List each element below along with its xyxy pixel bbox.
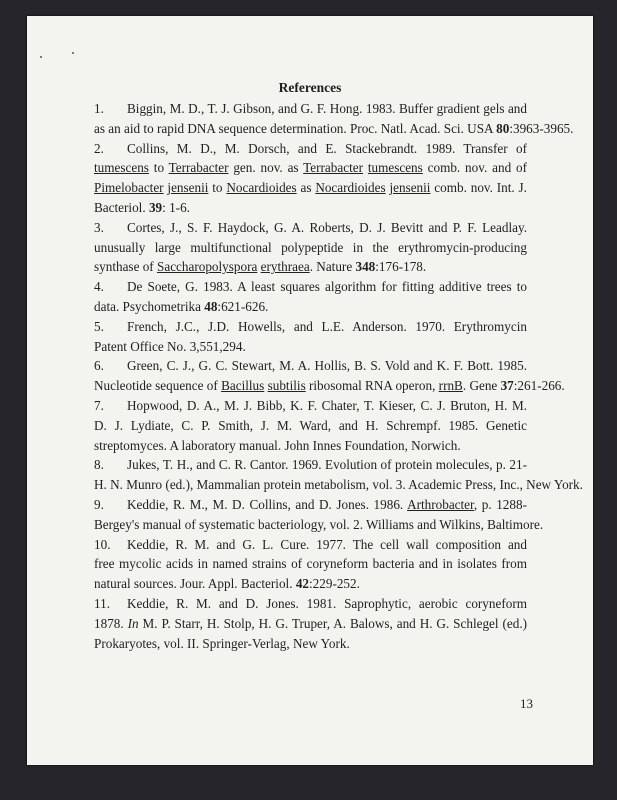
reference-text: M. P. Starr, H. Stolp, H. G. Truper, A. Balows, and H. G. Schlegel (ed.) xyxy=(142,615,527,631)
reference-number: 6. xyxy=(94,358,104,374)
reference-line xyxy=(94,238,527,258)
reference-line xyxy=(94,475,583,495)
taxon-name: Nocardioides xyxy=(226,180,297,196)
reference-line xyxy=(94,594,527,614)
reference-number: 10. xyxy=(94,536,111,552)
reference-line xyxy=(94,554,527,574)
volume-number: 80 xyxy=(496,120,510,136)
reference-text: 1878. xyxy=(94,615,128,631)
taxon-name: erythraea xyxy=(260,259,310,275)
reference-line xyxy=(94,436,527,456)
page-number: 13 xyxy=(520,696,533,711)
reference-line xyxy=(94,455,527,475)
taxon-name: tumescens xyxy=(367,160,423,176)
reference-text: natural sources. Jour. Appl. Bacteriol. xyxy=(94,576,296,592)
reference-number: 8. xyxy=(94,457,104,473)
taxon-name: Bacillus xyxy=(221,378,265,394)
taxon-name: Saccharopolyspora xyxy=(157,259,258,275)
taxon-name: Terrabacter xyxy=(303,160,363,176)
reference-line xyxy=(94,337,527,357)
reference-text: Bacteriol. xyxy=(94,199,149,215)
reference-text: . Gene xyxy=(462,378,501,394)
reference-text: Collins, M. D., M. Dorsch, and E. Stackebrandt. 1989. Transfer of xyxy=(127,140,527,156)
scan-speck xyxy=(72,52,74,54)
taxon-name: Terrabacter xyxy=(168,160,229,176)
reference-line xyxy=(94,535,527,555)
reference-text: H. N. Munro (ed.), Mammalian protein metabolism, vol. 3. Academic Press, Inc., New York. xyxy=(94,477,583,493)
reference-number: 2. xyxy=(94,140,104,156)
reference-text: . Nature xyxy=(309,259,356,275)
reference-text: Patent Office No. 3,551,294. xyxy=(94,338,246,354)
reference-number: 3. xyxy=(94,219,104,235)
taxon-name: jensenii xyxy=(167,180,209,196)
reference-line xyxy=(94,416,527,436)
reference-number: 4. xyxy=(94,279,104,295)
reference-number: 1. xyxy=(94,101,104,116)
volume-number: 348 xyxy=(355,259,376,275)
reference-line xyxy=(94,139,527,159)
reference-text: D. J. Lydiate, C. P. Smith, J. M. Ward, and H. Schrempf. 1985. Genetic xyxy=(94,417,527,433)
taxon-name: jensenii xyxy=(389,180,431,196)
reference-text: Jukes, T. H., and C. R. Cantor. 1969. Evolution of protein molecules, p. 21- xyxy=(127,457,527,473)
reference-line xyxy=(94,317,527,337)
reference-line xyxy=(94,277,527,297)
reference-text: Cortes, J., S. F. Haydock, G. A. Roberts, D. J. Bevitt and P. F. Leadlay. xyxy=(127,219,527,235)
reference-text: :229-252. xyxy=(309,576,360,592)
reference-line xyxy=(94,257,527,277)
reference-text: as xyxy=(296,180,316,196)
reference-line xyxy=(94,396,527,416)
reference-text: gen. nov. as xyxy=(228,160,304,176)
reference-text: De Soete, G. 1983. A least squares algorithm for fitting additive trees to xyxy=(127,279,527,295)
reference-text: French, J.C., J.D. Howells, and L.E. Anderson. 1970. Erythromycin xyxy=(127,318,527,334)
reference-line xyxy=(94,297,527,317)
reference-list xyxy=(94,99,583,653)
document-page xyxy=(27,16,593,765)
volume-number: 39 xyxy=(148,199,163,215)
reference-text: Bergey's manual of systematic bacteriology, vol. 2. Williams and Wilkins, Baltimore. xyxy=(94,516,544,532)
reference-line xyxy=(94,178,527,198)
reference-text: Green, C. J., G. C. Stewart, M. A. Hollis, B. S. Vold and K. F. Bott. 1985. xyxy=(127,358,527,374)
reference-text: :261-266. xyxy=(513,378,565,394)
reference-line xyxy=(94,634,527,654)
reference-text: : 1-6. xyxy=(162,199,190,215)
taxon-name: subtilis xyxy=(267,378,306,394)
reference-text: ribosomal RNA operon, xyxy=(305,378,439,394)
page-title: References xyxy=(278,80,342,95)
reference-text: :176-178. xyxy=(375,259,427,275)
reference-line xyxy=(94,198,527,218)
reference-line xyxy=(94,515,544,535)
reference-number: 11. xyxy=(94,595,110,611)
reference-text: Keddie, R. M. and D. Jones. 1981. Saprophytic, aerobic coryneform xyxy=(127,595,527,611)
reference-line xyxy=(94,356,527,376)
volume-number: 37 xyxy=(500,378,514,394)
reference-line xyxy=(94,495,527,515)
scan-speck xyxy=(40,56,42,58)
volume-number: 42 xyxy=(295,576,309,592)
reference-text: Nucleotide sequence of xyxy=(94,378,222,394)
taxon-name: Pimelobacter xyxy=(94,180,164,196)
reference-line xyxy=(94,218,527,238)
reference-text: Hopwood, D. A., M. J. Bibb, K. F. Chater, T. Kieser, C. J. Bruton, H. M. xyxy=(127,397,527,413)
reference-text: :3963-3965. xyxy=(509,120,574,136)
reference-line xyxy=(94,614,527,634)
reference-text: Biggin, M. D., T. J. Gibson, and G. F. Hong. 1983. Buffer gradient gels and xyxy=(127,101,527,116)
reference-text: to xyxy=(148,160,169,176)
reference-text: Keddie, R. M. and G. L. Cure. 1977. The cell wall composition and xyxy=(127,536,527,552)
reference-line xyxy=(94,119,574,139)
reference-text: streptomyces. A laboratory manual. John Innes Foundation, Norwich. xyxy=(94,437,461,453)
reference-number: 9. xyxy=(94,496,104,512)
reference-text: comb. nov. and of xyxy=(422,160,527,176)
reference-text: , p. 1288- xyxy=(473,496,527,512)
reference-text: as an aid to rapid DNA sequence determination. Proc. Natl. Acad. Sci. USA xyxy=(94,120,497,136)
reference-number: 7. xyxy=(94,397,104,413)
reference-text: synthase of xyxy=(94,259,157,275)
taxon-name: tumescens xyxy=(94,160,149,176)
italic-text: In xyxy=(127,615,139,631)
reference-text: Prokaryotes, vol. II. Springer-Verlag, New York. xyxy=(94,635,350,651)
reference-line xyxy=(94,99,527,119)
reference-line xyxy=(94,574,527,594)
reference-text: comb. nov. Int. J. xyxy=(434,180,527,196)
reference-text: free mycolic acids in named strains of coryneform bacteria and in isolates from xyxy=(94,556,527,572)
volume-number: 48 xyxy=(204,298,218,314)
reference-line xyxy=(94,158,527,178)
reference-text: to xyxy=(208,180,227,196)
reference-text: data. Psychometrika xyxy=(94,298,205,314)
reference-number: 5. xyxy=(94,318,104,334)
taxon-name: Arthrobacter xyxy=(407,496,474,512)
reference-line xyxy=(94,376,565,396)
taxon-name: Nocardioides xyxy=(315,180,386,196)
reference-text: unusually large multifunctional polypeptide in the erythromycin-producing xyxy=(94,239,527,255)
reference-text: :621-626. xyxy=(217,298,269,314)
reference-text: Keddie, R. M., M. D. Collins, and D. Jones. 1986. xyxy=(127,496,408,512)
taxon-name: rrnB xyxy=(438,378,463,394)
